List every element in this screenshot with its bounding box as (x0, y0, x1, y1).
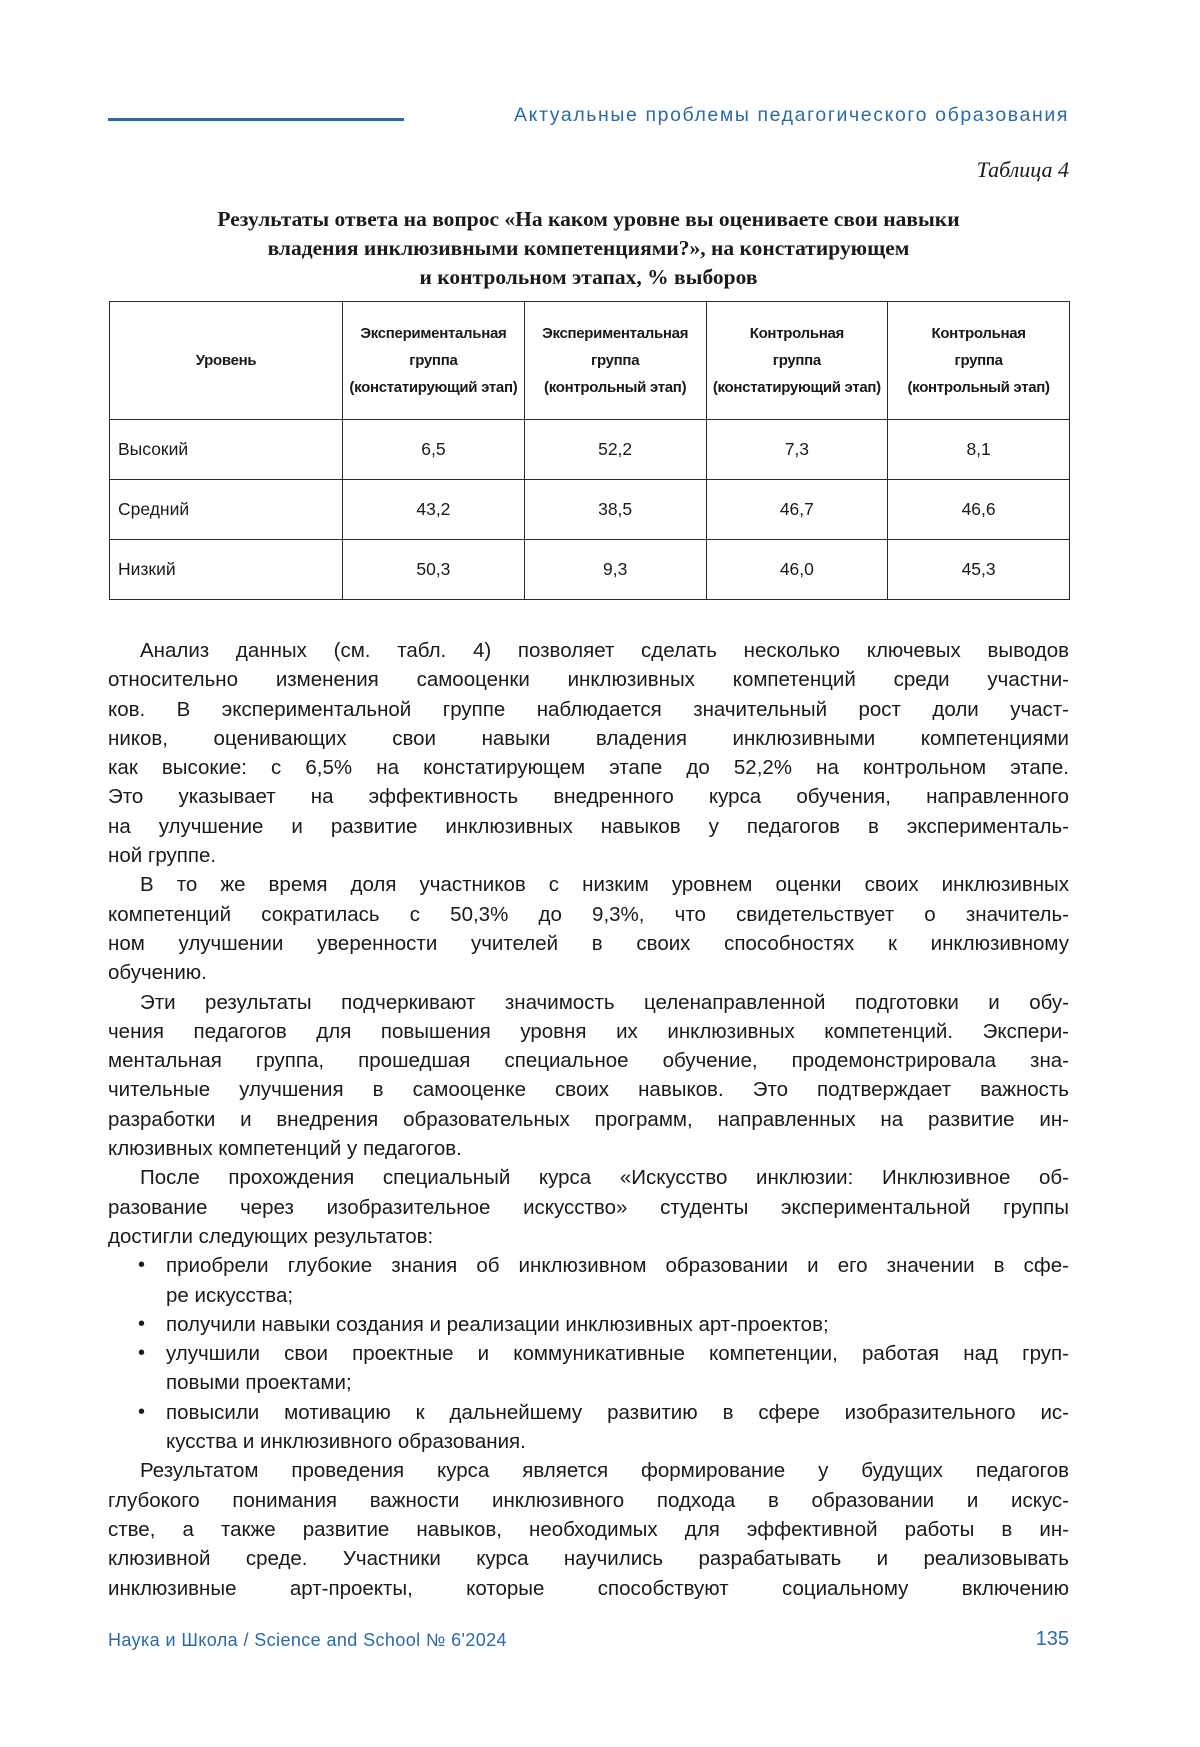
bullet-icon: • (138, 1400, 146, 1423)
text-line: кусства и инклюзивного образования. (166, 1430, 526, 1454)
text-line: Эти результаты подчеркивают значимость целенаправленной подготовки и обу- (140, 990, 1069, 1014)
table-number: Таблица 4 (976, 157, 1069, 182)
header-level (110, 302, 343, 420)
table-row (110, 480, 1070, 540)
text-line: достигли следующих результатов: (108, 1224, 434, 1248)
page-number: 135 (1035, 1628, 1069, 1650)
text-line: чительные улучшения в самооценке своих навыков. Это подтверждает важность (108, 1078, 1069, 1102)
text-line: стве, а также развитие навыков, необходимых для эффективной работы в ин- (108, 1517, 1069, 1541)
list-item (108, 1251, 1069, 1310)
list-item (108, 1339, 1069, 1398)
header-line: Экспериментальная (360, 325, 507, 342)
bullet-icon: • (138, 1312, 146, 1335)
text-line: повыми проектами; (166, 1371, 352, 1395)
paragraph (108, 636, 1069, 870)
text-line: ков. В экспериментальной группе наблюдается значительный рост доли участ- (108, 697, 1069, 721)
text-line: клюзивной среде. Участники курса научились разрабатывать и реализовывать (108, 1547, 1069, 1571)
table-cell: 8,1 (888, 420, 1070, 480)
table-header-row (110, 302, 1070, 420)
table-cell: 6,5 (343, 420, 525, 480)
table-cell: 50,3 (343, 540, 525, 600)
paragraph (108, 988, 1069, 1164)
header-ctrl-control (888, 302, 1070, 420)
text-line: компетенций сократилась с 50,3% до 9,3%, что свидетельствует о значитель- (108, 902, 1069, 926)
header-ctrl-stating (706, 302, 888, 420)
footer-journal: Наука и Школа / Science and School № 6'2024 (108, 1630, 507, 1650)
list-item (108, 1310, 1069, 1339)
header-exp-stating (343, 302, 525, 420)
table-caption (108, 205, 1069, 292)
table-cell: 38,5 (524, 480, 706, 540)
text-line: улучшили свои проектные и коммуникативные компетенции, работая над груп- (166, 1342, 1069, 1366)
text-line: ре искусства; (166, 1283, 294, 1307)
table-row (110, 420, 1070, 480)
text-line: на улучшение и развитие инклюзивных навыков у педагогов в эксперименталь- (108, 814, 1069, 838)
results-list (108, 1251, 1069, 1456)
text-line: ментальная группа, прошедшая специальное обучение, продемонстрировала зна- (108, 1049, 1069, 1073)
header-line: группа (409, 352, 458, 369)
text-line: После прохождения специальный курса «Искусство инклюзии: Инклюзивное об- (140, 1166, 1069, 1190)
header-line: группа (772, 352, 821, 369)
text-line: В то же время доля участников с низким уровнем оценки своих инклюзивных (140, 873, 1069, 897)
header-line: группа (591, 352, 640, 369)
paragraph (108, 1163, 1069, 1251)
table-cell: 43,2 (343, 480, 525, 540)
text-line: получили навыки создания и реализации инклюзивных арт-проектов; (166, 1312, 829, 1336)
row-level: Низкий (110, 540, 343, 600)
header-line: (констатирующий этап) (349, 379, 518, 396)
text-line: клюзивных компетенций у педагогов. (108, 1137, 462, 1161)
list-item (108, 1398, 1069, 1457)
text-line: разработки и внедрения образовательных программ, направленных на развитие ин- (108, 1107, 1069, 1131)
table-cell: 7,3 (706, 420, 888, 480)
table-cell: 46,6 (888, 480, 1070, 540)
text-line: ников, оценивающих свои навыки владения инклюзивными компетенциями (108, 726, 1069, 750)
text-line: повысили мотивацию к дальнейшему развитию в сфере изобразительного ис- (166, 1400, 1069, 1424)
header-line: Контрольная (931, 325, 1026, 342)
header-line: Уровень (195, 352, 257, 369)
bullet-icon: • (138, 1342, 146, 1365)
running-header: Актуальные проблемы педагогического образования (514, 104, 1069, 126)
header-line: Контрольная (749, 325, 844, 342)
header-line: Экспериментальная (542, 325, 689, 342)
text-line: ной группе. (108, 844, 217, 868)
text-line: Анализ данных (см. табл. 4) позволяет сделать несколько ключевых выводов (140, 639, 1069, 662)
text-line: относительно изменения самооценки инклюзивных компетенций среди участни- (108, 668, 1069, 692)
text-line: глубокого понимания важности инклюзивного подхода в образовании и искус- (108, 1488, 1069, 1512)
row-level: Средний (110, 480, 343, 540)
header-line: (контрольный этап) (907, 379, 1050, 396)
table-cell: 46,0 (706, 540, 888, 600)
header-line: (контрольный этап) (544, 379, 687, 396)
paragraph (108, 870, 1069, 987)
text-line: обучению. (108, 961, 207, 985)
table-cell: 45,3 (888, 540, 1070, 600)
header-exp-control (524, 302, 706, 420)
text-line: приобрели глубокие знания об инклюзивном образовании и его значении в сфе- (166, 1254, 1069, 1278)
caption-line: владения инклюзивными компетенциями?», на констатирующем (267, 236, 910, 260)
caption-line: Результаты ответа на вопрос «На каком уровне вы оцениваете свои навыки (217, 207, 960, 231)
table-cell: 46,7 (706, 480, 888, 540)
table-cell: 9,3 (524, 540, 706, 600)
text-line: инклюзивные арт-проекты, которые способствуют социальному включению (108, 1576, 1069, 1600)
text-line: ном улучшении уверенности учителей в своих способностях к инклюзивному (108, 931, 1069, 955)
table-cell: 52,2 (524, 420, 706, 480)
paragraph (108, 1456, 1069, 1602)
text-line: чения педагогов для повышения уровня их инклюзивных компетенций. Экспери- (108, 1019, 1069, 1043)
row-level: Высокий (110, 420, 343, 480)
text-line: Это указывает на эффективность внедренного курса обучения, направленного (108, 785, 1069, 809)
header-line: группа (954, 352, 1003, 369)
text-line: как высокие: с 6,5% на констатирующем этапе до 52,2% на контрольном этапе. (108, 756, 1069, 780)
body-text (108, 636, 1069, 1603)
results-table (109, 301, 1070, 600)
text-line: Результатом проведения курса является формирование у будущих педагогов (140, 1459, 1069, 1483)
text-line: разование через изобразительное искусство» студенты экспериментальной группы (108, 1195, 1069, 1219)
caption-line: и контрольном этапах, % выборов (419, 265, 758, 289)
table-row (110, 540, 1070, 600)
bullet-icon: • (138, 1254, 146, 1277)
header-line: (констатирующий этап) (712, 379, 881, 396)
header-rule (108, 118, 404, 121)
